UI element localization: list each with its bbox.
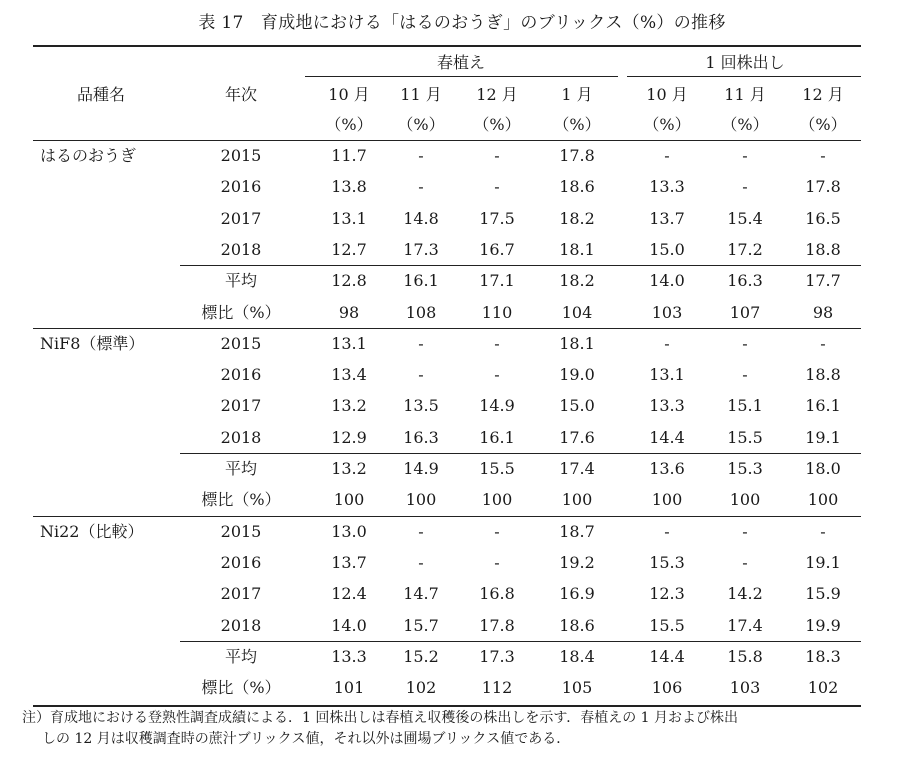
table-title: 表 17 育成地における「はるのおうぎ」のブリックス（%）の推移 — [198, 13, 726, 33]
data-cell: 17.8 — [479, 615, 515, 635]
average-rule — [180, 641, 861, 642]
header-month: 11 月 — [400, 85, 442, 104]
data-cell: 16.9 — [559, 584, 595, 604]
header-month: 10 月 — [328, 85, 370, 104]
header-unit: （%） — [721, 115, 769, 134]
data-cell: 15.4 — [727, 208, 763, 228]
data-cell: 108 — [405, 302, 437, 322]
header-month: 12 月 — [476, 85, 518, 104]
ratio-label: 標比（%） — [201, 678, 281, 698]
data-cell: 13.3 — [649, 396, 685, 416]
data-cell: 13.1 — [331, 333, 367, 353]
average-rule — [180, 453, 861, 454]
data-cell: 17.8 — [805, 177, 841, 197]
data-cell: 15.0 — [559, 396, 595, 416]
year-label: 2015 — [220, 146, 262, 165]
data-cell: 100 — [333, 490, 365, 510]
data-cell: 18.3 — [805, 646, 841, 666]
data-cell: 13.4 — [331, 365, 367, 385]
data-cell: 13.1 — [649, 365, 685, 385]
year-label: 2017 — [220, 396, 262, 416]
data-cell: 14.4 — [649, 646, 685, 666]
data-cell: 15.9 — [805, 584, 841, 604]
header-unit: （%） — [325, 115, 373, 134]
header-unit: （%） — [799, 115, 847, 134]
data-cell: 101 — [333, 678, 365, 698]
header-first-ratoon: 1 回株出し — [705, 53, 785, 72]
average-label: 平均 — [224, 646, 258, 666]
data-cell: 13.3 — [331, 646, 367, 666]
data-cell: 12.9 — [331, 427, 367, 447]
data-cell: 13.1 — [331, 208, 367, 228]
header-month: 10 月 — [646, 85, 688, 104]
data-cell: - — [820, 521, 826, 541]
data-cell: 13.5 — [403, 396, 439, 416]
data-cell: - — [494, 552, 500, 572]
data-cell: 100 — [807, 490, 839, 510]
data-cell: 16.7 — [479, 239, 515, 259]
data-cell: 14.2 — [727, 584, 763, 604]
ratio-label: 標比（%） — [201, 302, 281, 322]
year-label: 2018 — [220, 427, 262, 447]
header-year: 年次 — [224, 85, 258, 104]
data-cell: - — [664, 521, 670, 541]
data-cell: - — [418, 552, 424, 572]
header-spring-planting: 春植え — [436, 53, 486, 72]
data-cell: 14.9 — [479, 396, 515, 416]
data-cell: 100 — [729, 490, 761, 510]
data-cell: - — [494, 146, 500, 165]
data-cell: - — [742, 521, 748, 541]
data-cell: - — [494, 365, 500, 385]
data-cell: 13.0 — [331, 521, 367, 541]
data-cell: 16.1 — [479, 427, 515, 447]
spring-group-rule — [305, 76, 618, 77]
data-cell: 19.1 — [805, 427, 841, 447]
data-cell: 19.9 — [805, 615, 841, 635]
data-cell: 18.1 — [559, 333, 595, 353]
data-cell: 14.4 — [649, 427, 685, 447]
data-cell: 17.3 — [479, 646, 515, 666]
data-cell: - — [494, 177, 500, 197]
bottom-rule — [33, 705, 861, 707]
data-cell: 17.4 — [727, 615, 763, 635]
data-cell: - — [742, 177, 748, 197]
data-cell: 106 — [651, 678, 683, 698]
average-rule — [180, 265, 861, 266]
data-cell: 18.8 — [805, 365, 841, 385]
data-cell: - — [664, 333, 670, 353]
data-cell: - — [820, 146, 826, 165]
data-cell: 102 — [807, 678, 839, 698]
data-cell: 17.4 — [559, 459, 595, 478]
variety-name: NiF8（標準） — [40, 333, 145, 353]
data-cell: 15.5 — [479, 459, 515, 478]
data-cell: 17.7 — [805, 271, 841, 291]
data-cell: 12.7 — [331, 239, 367, 259]
ratoon-group-rule — [627, 76, 861, 77]
data-cell: 18.8 — [805, 239, 841, 259]
top-rule — [33, 45, 861, 47]
data-cell: 15.5 — [727, 427, 763, 447]
header-unit: （%） — [553, 115, 601, 134]
data-cell: 12.3 — [649, 584, 685, 604]
header-month: 1 月 — [561, 85, 593, 104]
data-cell: - — [418, 333, 424, 353]
average-label: 平均 — [224, 459, 258, 478]
data-cell: - — [664, 146, 670, 165]
data-cell: 18.1 — [559, 239, 595, 259]
data-cell: 15.1 — [727, 396, 763, 416]
data-cell: 18.7 — [559, 521, 595, 541]
data-cell: 17.2 — [727, 239, 763, 259]
year-label: 2018 — [220, 239, 262, 259]
year-label: 2015 — [220, 521, 262, 541]
data-cell: 19.1 — [805, 552, 841, 572]
data-cell: 16.8 — [479, 584, 515, 604]
data-cell: - — [494, 333, 500, 353]
data-cell: - — [742, 365, 748, 385]
header-bottom-rule — [33, 140, 861, 141]
data-cell: 18.2 — [559, 208, 595, 228]
data-cell: - — [418, 521, 424, 541]
data-cell: 16.3 — [727, 271, 763, 291]
data-cell: 13.7 — [331, 552, 367, 572]
header-unit: （%） — [397, 115, 445, 134]
data-cell: 16.1 — [805, 396, 841, 416]
data-cell: 15.5 — [649, 615, 685, 635]
data-cell: 107 — [729, 302, 761, 322]
data-cell: - — [742, 333, 748, 353]
data-cell: 17.6 — [559, 427, 595, 447]
data-cell: 18.4 — [559, 646, 595, 666]
data-cell: 17.8 — [559, 146, 595, 165]
data-cell: 14.0 — [649, 271, 685, 291]
variety-name: はるのおうぎ — [40, 146, 137, 165]
year-label: 2016 — [220, 177, 262, 197]
data-cell: 13.3 — [649, 177, 685, 197]
data-cell: 19.0 — [559, 365, 595, 385]
year-label: 2015 — [220, 333, 262, 353]
year-label: 2017 — [220, 584, 262, 604]
data-cell: 100 — [651, 490, 683, 510]
data-cell: 13.7 — [649, 208, 685, 228]
year-label: 2018 — [220, 615, 262, 635]
data-cell: 11.7 — [331, 146, 367, 165]
data-cell: 15.3 — [727, 459, 763, 478]
data-cell: 15.0 — [649, 239, 685, 259]
data-cell: 12.8 — [331, 271, 367, 291]
data-cell: 98 — [812, 302, 834, 322]
data-cell: 13.2 — [331, 459, 367, 478]
data-cell: - — [418, 177, 424, 197]
average-label: 平均 — [224, 271, 258, 291]
data-cell: 18.0 — [805, 459, 841, 478]
header-unit: （%） — [473, 115, 521, 134]
data-cell: 112 — [481, 678, 513, 698]
data-cell: 18.6 — [559, 177, 595, 197]
data-cell: 16.3 — [403, 427, 439, 447]
data-cell: 13.8 — [331, 177, 367, 197]
data-cell: - — [820, 333, 826, 353]
data-cell: 17.1 — [479, 271, 515, 291]
data-cell: 98 — [338, 302, 360, 322]
data-cell: 16.1 — [403, 271, 439, 291]
data-cell: - — [418, 365, 424, 385]
data-cell: 17.3 — [403, 239, 439, 259]
year-label: 2016 — [220, 552, 262, 572]
data-cell: 100 — [481, 490, 513, 510]
data-cell: - — [494, 521, 500, 541]
data-cell: 13.2 — [331, 396, 367, 416]
data-cell: 14.9 — [403, 459, 439, 478]
data-cell: 15.3 — [649, 552, 685, 572]
data-cell: 12.4 — [331, 584, 367, 604]
data-cell: - — [742, 146, 748, 165]
data-cell: 14.0 — [331, 615, 367, 635]
data-cell: 15.7 — [403, 615, 439, 635]
variety-name: Ni22（比較） — [40, 521, 144, 541]
note-line-2: しの 12 月は収穫調査時の蔗汁ブリックス値，それ以外は圃場ブリックス値である． — [42, 731, 571, 747]
header-unit: （%） — [643, 115, 691, 134]
data-cell: 100 — [561, 490, 593, 510]
data-cell: 13.6 — [649, 459, 685, 478]
note-line-1: 注）育成地における登熟性調査成績による．1 回株出しは春植え収穫後の株出しを示す．春植えの 1 月および株出 — [22, 710, 739, 726]
data-cell: 102 — [405, 678, 437, 698]
header-variety: 品種名 — [76, 85, 126, 104]
data-cell: 19.2 — [559, 552, 595, 572]
data-cell: 103 — [651, 302, 683, 322]
ratio-label: 標比（%） — [201, 490, 281, 510]
data-cell: 18.2 — [559, 271, 595, 291]
data-cell: 14.8 — [403, 208, 439, 228]
data-cell: 104 — [561, 302, 593, 322]
data-cell: 16.5 — [805, 208, 841, 228]
data-cell: 105 — [561, 678, 593, 698]
data-cell: 110 — [481, 302, 513, 322]
data-cell: 103 — [729, 678, 761, 698]
data-cell: 14.7 — [403, 584, 439, 604]
data-cell: - — [742, 552, 748, 572]
group-rule — [33, 516, 861, 517]
header-month: 12 月 — [802, 85, 844, 104]
data-cell: 17.5 — [479, 208, 515, 228]
data-cell: - — [418, 146, 424, 165]
data-cell: 18.6 — [559, 615, 595, 635]
table-note — [22, 708, 902, 750]
data-cell: 15.2 — [403, 646, 439, 666]
group-rule — [33, 328, 861, 329]
year-label: 2017 — [220, 208, 262, 228]
header-month: 11 月 — [724, 85, 766, 104]
year-label: 2016 — [220, 365, 262, 385]
data-cell: 100 — [405, 490, 437, 510]
data-cell: 15.8 — [727, 646, 763, 666]
